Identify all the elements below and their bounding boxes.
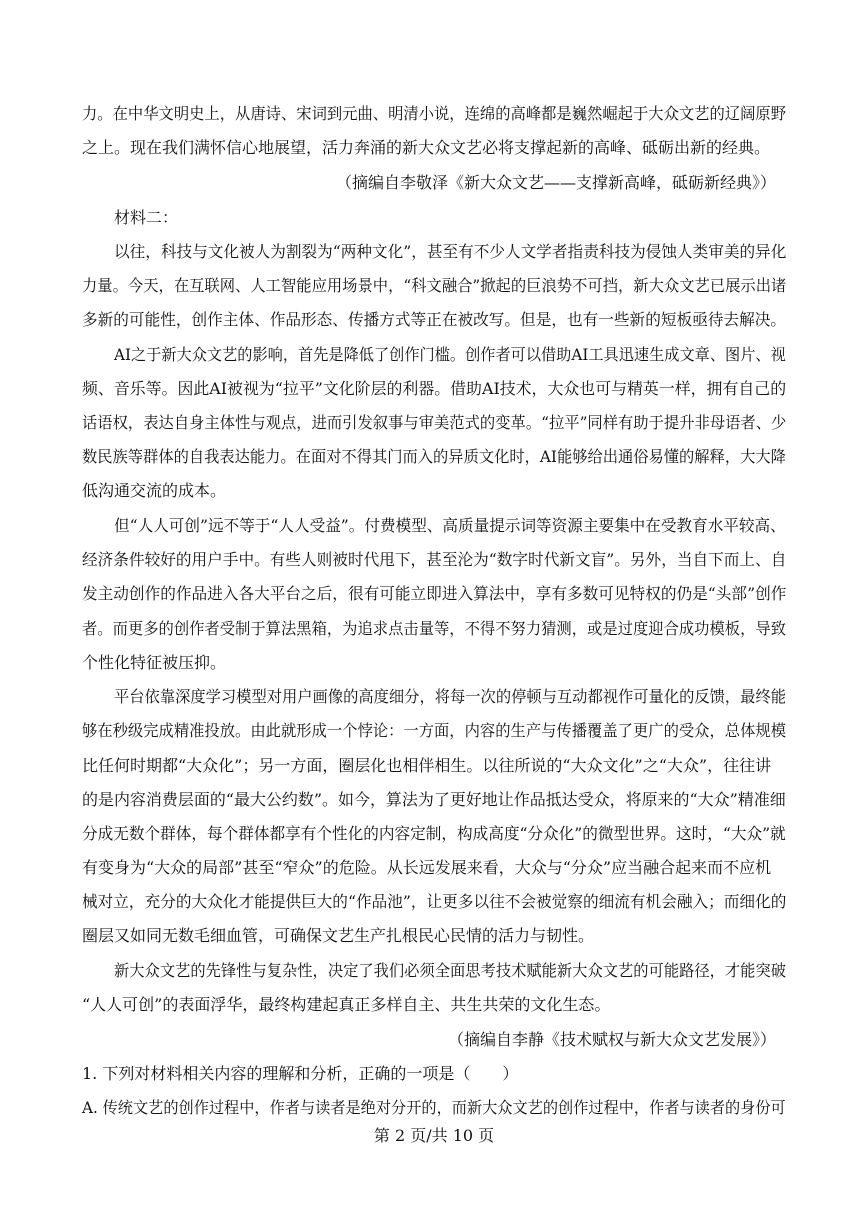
paragraph-line: 平台依靠深度学习模型对用户画像的高度细分，将每一次的停顿与互动都视作可量化的反馈，最终能: [114, 687, 787, 706]
paragraph-line: “人人可创”的表面浮华，最终构建起真正多样自主、共生共荣的文化生态。: [82, 995, 611, 1014]
paragraph-line: 械对立，充分的大众化才能提供巨大的“作品池”，让更多以往不会被觉察的细流有机会融入；而细化的: [82, 892, 787, 911]
paragraph-line: 力。在中华文明史上，从唐诗、宋词到元曲、明清小说，连绵的高峰都是巍然崛起于大众文艺的辽阔原野: [82, 104, 787, 123]
paragraph-line: 有变身为“大众的局部”甚至“窄众”的危险。从长远发展来看，大众与“分众”应当融合起来而不应机: [82, 858, 772, 877]
paragraph-line: 圈层又如同无数毛细血管，可确保文艺生产扎根民心民情的活力与韧性。: [82, 926, 595, 945]
page-number: 第 2 页/共 10 页: [373, 1126, 495, 1145]
paragraph-line: 的是内容消费层面的“最大公约数”。如今，算法为了更好地让作品抵达受众，将原来的“大众”精准细: [82, 790, 786, 809]
paragraph-line: 发主动创作的作品进入各大平台之后，很有可能立即进入算法中，享有多数可见特权的仍是“头部”创作: [82, 584, 787, 603]
paragraph-line: 经济条件较好的用户手中。有些人则被时代甩下，甚至沦为“数字时代新文盲”。另外，当自下而上、自: [82, 550, 787, 569]
paragraph-line: 但“人人可创”远不等于“人人受益”。付费模型、高质量提示词等资源主要集中在受教育水平较高、: [114, 516, 786, 535]
paragraph-line: 分成无数个群体，每个群体都享有个性化的内容定制，构成高度“分众化”的微型世界。这时，“大众”就: [82, 824, 786, 843]
paragraph-line: 数民族等群体的自我表达能力。在面对不得其门而入的异质文化时，AI能够给出通俗易懂的解释，大大降: [82, 447, 786, 466]
source-citation: （摘编自李敬泽《新大众文艺——支撑新高峰，砥砺新经典》）: [335, 173, 776, 192]
paragraph-line: 力量。今天，在互联网、人工智能应用场景中，“科文融合”掀起的巨浪势不可挡，新大众文艺已展示出诸: [82, 276, 787, 295]
question-stem: 1. 下列对材料相关内容的理解和分析，正确的一项是（ ）: [82, 1064, 519, 1083]
paragraph-line: AI之于新大众文艺的影响，首先是降低了创作门槛。创作者可以借助AI工具迅速生成文章、图片、视: [114, 345, 786, 364]
paragraph-line: 个性化特征被压抑。: [82, 653, 227, 672]
paragraph-line: 够在秒级完成精准投放。由此就形成一个悖论：一方面，内容的生产与传播覆盖了更广的受众，总体规模: [82, 721, 787, 740]
answer-option-a: A. 传统文艺的创作过程中，作者与读者是绝对分开的，而新大众文艺的创作过程中，作者与读者的身份可: [82, 1098, 786, 1117]
paragraph-line: 者。而更多的创作者受制于算法黑箱，为追求点击量等，不得不努力猜测，或是过度迎合成功模板，导致: [82, 619, 787, 638]
paragraph-line: 比任何时期都“大众化”；另一方面，圈层化也相伴相生。以往所说的“大众文化”之“大众”，往往讲: [82, 756, 772, 775]
paragraph-line: 多新的可能性，创作主体、作品形态、传播方式等正在被改写。但是，也有一些新的短板亟待去解决。: [82, 310, 787, 329]
source-citation: （摘编自李静《技术赋权与新大众文艺发展》）: [447, 1030, 776, 1049]
paragraph-line: 话语权，表达自身主体性与观点，进而引发叙事与审美范式的变革。“拉平”同样有助于提升非母语者、少: [82, 413, 787, 432]
paragraph-line: 以往，科技与文化被人为割裂为“两种文化”，甚至有不少人文学者指责科技为侵蚀人类审美的异化: [114, 242, 787, 261]
paragraph-line: 低沟通交流的成本。: [82, 481, 227, 500]
section-heading: 材料二：: [114, 208, 179, 227]
paragraph-line: 频、音乐等。因此AI被视为“拉平”文化阶层的利器。借助AI技术，大众也可与精英一样，拥有自己的: [82, 379, 787, 398]
paragraph-line: 之上。现在我们满怀信心地展望，活力奔涌的新大众文艺必将支撑起新的高峰、砥砺出新的经典。: [82, 138, 771, 157]
paragraph-line: 新大众文艺的先锋性与复杂性，决定了我们必须全面思考技术赋能新大众文艺的可能路径，才能突破: [114, 961, 787, 980]
